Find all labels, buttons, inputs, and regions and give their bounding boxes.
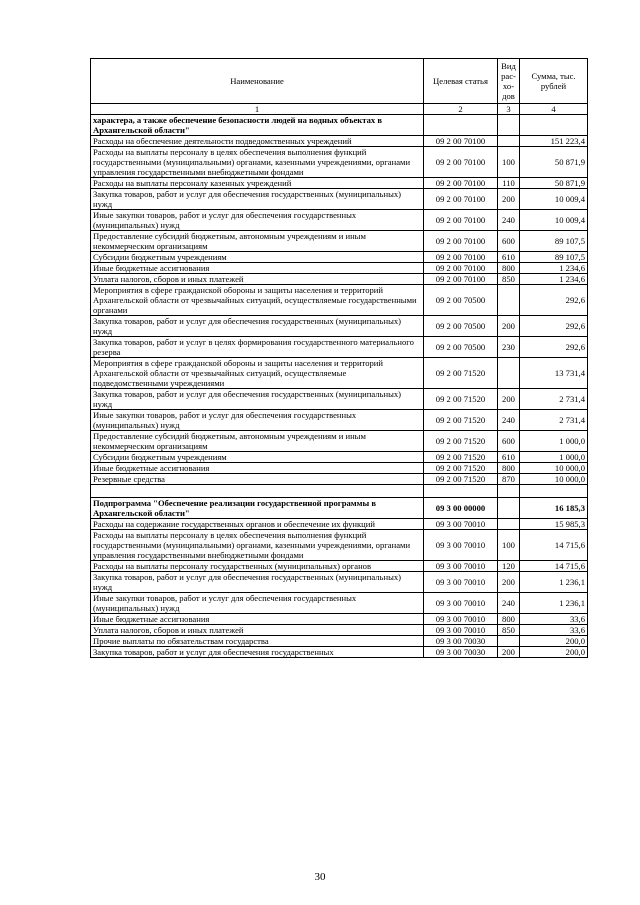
- row-expense-type-cell: 850: [498, 625, 520, 636]
- row-expense-type-cell: [498, 636, 520, 647]
- row-expense-type-cell: 100: [498, 530, 520, 561]
- row-article-cell: 09 3 00 70010: [424, 625, 498, 636]
- row-article-cell: 09 3 00 70010: [424, 593, 498, 614]
- row-expense-type-cell: 100: [498, 147, 520, 178]
- row-expense-type-cell: [498, 358, 520, 389]
- row-article-cell: 09 2 00 70100: [424, 274, 498, 285]
- table-row: [91, 519, 588, 530]
- row-article-cell: 09 2 00 70100: [424, 231, 498, 252]
- row-sum-cell: 2 731,4: [520, 410, 588, 431]
- row-name-cell: Иные закупки товаров, работ и услуг для обеспечения государственных (муниципальных) нужд: [91, 593, 424, 614]
- row-expense-type-cell: [498, 136, 520, 147]
- table-row: [91, 431, 588, 452]
- table-row: [91, 647, 588, 658]
- row-sum-cell: 1 234,6: [520, 263, 588, 274]
- row-sum-cell: 1 000,0: [520, 452, 588, 463]
- row-article-cell: 09 2 00 70100: [424, 252, 498, 263]
- header-expense-type: Вид рас-хо-дов: [498, 59, 520, 104]
- page-number: 30: [314, 871, 326, 883]
- table-row: [91, 636, 588, 647]
- table-row: [91, 316, 588, 337]
- table-body: [91, 115, 588, 658]
- row-sum-cell: 13 731,4: [520, 358, 588, 389]
- column-number-1: 1: [91, 104, 424, 115]
- table-row: [91, 147, 588, 178]
- row-article-cell: [424, 485, 498, 498]
- row-article-cell: 09 2 00 71520: [424, 452, 498, 463]
- row-sum-cell: 89 107,5: [520, 231, 588, 252]
- empty-row: [91, 485, 588, 498]
- table-row: [91, 614, 588, 625]
- row-sum-cell: 2 731,4: [520, 389, 588, 410]
- row-name-cell: Иные бюджетные ассигнования: [91, 614, 424, 625]
- table-row: [91, 593, 588, 614]
- row-name-cell: Уплата налогов, сборов и иных платежей: [91, 274, 424, 285]
- row-expense-type-cell: 230: [498, 337, 520, 358]
- row-name-cell: Уплата налогов, сборов и иных платежей: [91, 625, 424, 636]
- row-sum-cell: 10 009,4: [520, 210, 588, 231]
- table-row: [91, 252, 588, 263]
- table-row: [91, 463, 588, 474]
- row-name-cell: Расходы на обеспечение деятельности подведомственных учреждений: [91, 136, 424, 147]
- row-article-cell: 09 3 00 70010: [424, 519, 498, 530]
- row-article-cell: 09 2 00 70100: [424, 189, 498, 210]
- row-sum-cell: 14 715,6: [520, 561, 588, 572]
- row-sum-cell: 33,6: [520, 614, 588, 625]
- row-name-cell: Резервные средства: [91, 474, 424, 485]
- row-article-cell: 09 2 00 70500: [424, 285, 498, 316]
- row-sum-cell: 200,0: [520, 647, 588, 658]
- table-row: [91, 452, 588, 463]
- row-expense-type-cell: 120: [498, 561, 520, 572]
- row-name-cell: Иные закупки товаров, работ и услуг для обеспечения государственных (муниципальных) нужд: [91, 410, 424, 431]
- row-sum-cell: [520, 115, 588, 136]
- row-expense-type-cell: [498, 519, 520, 530]
- table-row: [91, 561, 588, 572]
- row-article-cell: 09 2 00 70100: [424, 136, 498, 147]
- header-article: Целевая статья: [424, 59, 498, 104]
- column-number-4: 4: [520, 104, 588, 115]
- row-article-cell: 09 2 00 70500: [424, 316, 498, 337]
- column-number-3: 3: [498, 104, 520, 115]
- row-article-cell: 09 2 00 71520: [424, 410, 498, 431]
- header-row: [91, 59, 588, 104]
- budget-table: [90, 58, 588, 658]
- row-expense-type-cell: 240: [498, 210, 520, 231]
- row-sum-cell: [520, 485, 588, 498]
- table-row: [91, 189, 588, 210]
- row-name-cell: Закупка товаров, работ и услуг в целях формирования государственного материального резерва: [91, 337, 424, 358]
- row-sum-cell: 1 236,1: [520, 572, 588, 593]
- row-article-cell: 09 3 00 00000: [424, 498, 498, 519]
- row-article-cell: 09 2 00 71520: [424, 463, 498, 474]
- row-name-cell: Иные закупки товаров, работ и услуг для обеспечения государственных (муниципальных) нужд: [91, 210, 424, 231]
- row-sum-cell: 1 234,6: [520, 274, 588, 285]
- table-row: [91, 274, 588, 285]
- header-sum: Сумма, тыс. рублей: [520, 59, 588, 104]
- row-expense-type-cell: [498, 485, 520, 498]
- row-name-cell: Субсидии бюджетным учреждениям: [91, 252, 424, 263]
- row-article-cell: 09 2 00 71520: [424, 358, 498, 389]
- row-name-cell: [91, 485, 424, 498]
- row-article-cell: 09 3 00 70030: [424, 647, 498, 658]
- row-sum-cell: 1 000,0: [520, 431, 588, 452]
- table-row: [91, 625, 588, 636]
- row-sum-cell: 50 871,9: [520, 178, 588, 189]
- column-number-2: 2: [424, 104, 498, 115]
- row-expense-type-cell: 200: [498, 189, 520, 210]
- row-article-cell: 09 2 00 70100: [424, 147, 498, 178]
- row-sum-cell: 50 871,9: [520, 147, 588, 178]
- row-sum-cell: 200,0: [520, 636, 588, 647]
- row-name-cell: Подпрограмма "Обеспечение реализации государственной программы в Архангельской области": [91, 498, 424, 519]
- row-expense-type-cell: 610: [498, 252, 520, 263]
- table-row: [91, 572, 588, 593]
- row-article-cell: 09 2 00 70500: [424, 337, 498, 358]
- row-expense-type-cell: 200: [498, 572, 520, 593]
- row-name-cell: Расходы на выплаты персоналу в целях обеспечения выполнения функций государственными (муниципальными) органами, казенными учреждениями, органами управления государственными внебюджетными фондами: [91, 147, 424, 178]
- row-expense-type-cell: 200: [498, 647, 520, 658]
- row-name-cell: Мероприятия в сфере гражданской обороны и защиты населения и территорий Архангельской области от чрезвычайных ситуаций, осуществляемые подведомственными учреждениями: [91, 358, 424, 389]
- row-article-cell: 09 3 00 70010: [424, 530, 498, 561]
- header-name: Наименование: [91, 59, 424, 104]
- table-row: [91, 410, 588, 431]
- row-expense-type-cell: 870: [498, 474, 520, 485]
- row-name-cell: Субсидии бюджетным учреждениям: [91, 452, 424, 463]
- row-expense-type-cell: 110: [498, 178, 520, 189]
- table-row: [91, 263, 588, 274]
- row-name-cell: Расходы на выплаты персоналу государственных (муниципальных) органов: [91, 561, 424, 572]
- table-row: [91, 337, 588, 358]
- table-row: [91, 530, 588, 561]
- row-sum-cell: 292,6: [520, 337, 588, 358]
- row-article-cell: 09 2 00 71520: [424, 389, 498, 410]
- table-row: [91, 178, 588, 189]
- row-article-cell: 09 2 00 71520: [424, 431, 498, 452]
- table-row: [91, 136, 588, 147]
- row-sum-cell: 151 223,4: [520, 136, 588, 147]
- row-expense-type-cell: 200: [498, 389, 520, 410]
- row-sum-cell: 89 107,5: [520, 252, 588, 263]
- row-sum-cell: 10 009,4: [520, 189, 588, 210]
- row-name-cell: Закупка товаров, работ и услуг для обеспечения государственных (муниципальных) нужд: [91, 389, 424, 410]
- row-article-cell: 09 2 00 70100: [424, 210, 498, 231]
- row-name-cell: Закупка товаров, работ и услуг для обеспечения государственных: [91, 647, 424, 658]
- row-sum-cell: 14 715,6: [520, 530, 588, 561]
- column-number-row: [91, 104, 588, 115]
- row-article-cell: 09 3 00 70030: [424, 636, 498, 647]
- row-sum-cell: 292,6: [520, 316, 588, 337]
- table-row: [91, 389, 588, 410]
- row-article-cell: 09 3 00 70010: [424, 614, 498, 625]
- row-expense-type-cell: 800: [498, 614, 520, 625]
- row-sum-cell: 16 185,3: [520, 498, 588, 519]
- row-sum-cell: 15 985,3: [520, 519, 588, 530]
- table-row: [91, 358, 588, 389]
- row-name-cell: Иные бюджетные ассигнования: [91, 463, 424, 474]
- row-name-cell: Расходы на выплаты персоналу казенных учреждений: [91, 178, 424, 189]
- row-name-cell: Закупка товаров, работ и услуг для обеспечения государственных (муниципальных) нужд: [91, 189, 424, 210]
- row-article-cell: 09 2 00 70100: [424, 178, 498, 189]
- table-row: [91, 231, 588, 252]
- row-expense-type-cell: 240: [498, 410, 520, 431]
- row-name-cell: Закупка товаров, работ и услуг для обеспечения государственных (муниципальных) нужд: [91, 316, 424, 337]
- row-expense-type-cell: 610: [498, 452, 520, 463]
- row-expense-type-cell: 600: [498, 231, 520, 252]
- row-name-cell: Мероприятия в сфере гражданской обороны и защиты населения и территорий Архангельской области от чрезвычайных ситуаций, осуществляемые государственными органами: [91, 285, 424, 316]
- row-article-cell: 09 3 00 70010: [424, 561, 498, 572]
- row-sum-cell: 292,6: [520, 285, 588, 316]
- row-article-cell: 09 3 00 70010: [424, 572, 498, 593]
- row-expense-type-cell: 800: [498, 463, 520, 474]
- row-name-cell: Иные бюджетные ассигнования: [91, 263, 424, 274]
- row-article-cell: 09 2 00 71520: [424, 474, 498, 485]
- row-expense-type-cell: 240: [498, 593, 520, 614]
- table-row: [91, 210, 588, 231]
- row-article-cell: 09 2 00 70100: [424, 263, 498, 274]
- row-sum-cell: 33,6: [520, 625, 588, 636]
- table-row: [91, 474, 588, 485]
- row-name-cell: Расходы на выплаты персоналу в целях обеспечения выполнения функций государственными (муниципальными) органами, казенными учреждениями, органами управления государственными внебюджетными фондами: [91, 530, 424, 561]
- row-expense-type-cell: [498, 285, 520, 316]
- row-sum-cell: 1 236,1: [520, 593, 588, 614]
- table-row: [91, 115, 588, 136]
- row-expense-type-cell: [498, 115, 520, 136]
- row-expense-type-cell: 800: [498, 263, 520, 274]
- row-name-cell: характера, а также обеспечение безопасности людей на водных объектах в Архангельской области": [91, 115, 424, 136]
- row-name-cell: Прочие выплаты по обязательствам государства: [91, 636, 424, 647]
- table-row: [91, 285, 588, 316]
- row-name-cell: Расходы на содержание государственных органов и обеспечение их функций: [91, 519, 424, 530]
- row-article-cell: [424, 115, 498, 136]
- row-expense-type-cell: 200: [498, 316, 520, 337]
- table-row: [91, 498, 588, 519]
- row-expense-type-cell: [498, 498, 520, 519]
- row-sum-cell: 10 000,0: [520, 463, 588, 474]
- row-expense-type-cell: 600: [498, 431, 520, 452]
- row-name-cell: Закупка товаров, работ и услуг для обеспечения государственных (муниципальных) нужд: [91, 572, 424, 593]
- row-sum-cell: 10 000,0: [520, 474, 588, 485]
- row-expense-type-cell: 850: [498, 274, 520, 285]
- row-name-cell: Предоставление субсидий бюджетным, автономным учреждениям и иным некоммерческим организациям: [91, 431, 424, 452]
- row-name-cell: Предоставление субсидий бюджетным, автономным учреждениям и иным некоммерческим организациям: [91, 231, 424, 252]
